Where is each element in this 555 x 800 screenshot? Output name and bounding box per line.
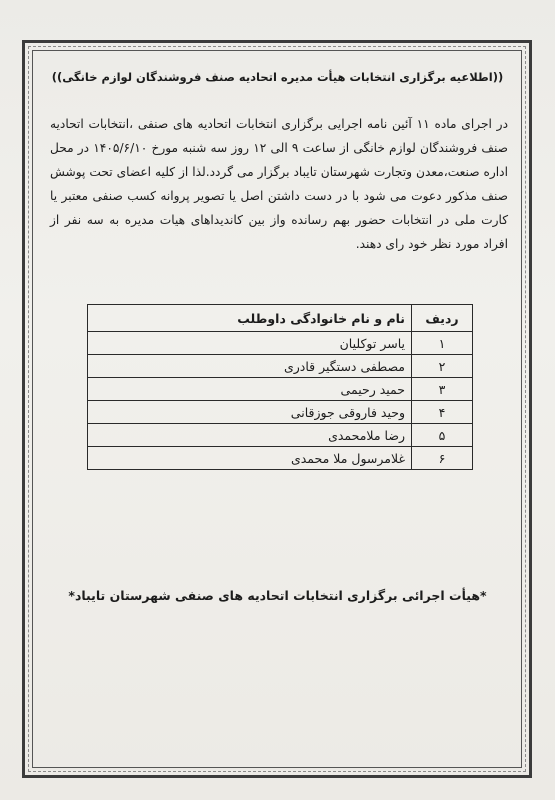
table-row — [88, 401, 473, 424]
signature-line: *هیأت اجرائی برگزاری انتخابات اتحادیه های صنفی شهرستان تایباد* — [68, 588, 487, 603]
candidate-name: وحید فاروقی جوزقانی — [88, 401, 412, 424]
row-number: ۳ — [412, 378, 473, 401]
row-number: ۱ — [412, 332, 473, 355]
table-row — [88, 378, 473, 401]
row-number: ۴ — [412, 401, 473, 424]
header-row-number: ردیف — [412, 305, 473, 332]
candidate-name: حمید رحیمی — [88, 378, 412, 401]
candidate-name: غلامرسول ملا محمدی — [88, 447, 412, 470]
candidate-name: مصطفی دستگیر قادری — [88, 355, 412, 378]
row-number: ۵ — [412, 424, 473, 447]
row-number: ۶ — [412, 447, 473, 470]
candidate-name: رضا ملامحمدی — [88, 424, 412, 447]
candidate-name: یاسر توکلیان — [88, 332, 412, 355]
header-full-name: نام و نام خانوادگی داوطلب — [88, 305, 412, 332]
candidates-table — [87, 304, 473, 470]
table-row — [88, 447, 473, 470]
table-row — [88, 355, 473, 378]
notice-body: در اجرای ماده ۱۱ آئین نامه اجرایی برگزاری انتخابات اتحادیه های صنفی ،انتخابات اتحادیه صنف فروشندگان لوازم خانگی از ساعت ۹ الی ۱۲ روز سه شنبه مورخ ۱۴۰۵/۶/۱۰ در محل اداره صنعت،معدن وتجارت شهرستان تایباد برگزار می گردد.لذا از کلیه اعضای تحت پوشش صنف مذکور دعوت می شود با در دست داشتن اصل یا تصویر پروانه کسب صنفی معتبر یا کارت ملی در انتخابات حضور بهم رسانده واز بین کاندیداهای هیات مدیره به سه نفر از افراد مورد نظر خود رای دهند. — [50, 117, 509, 251]
row-number: ۲ — [412, 355, 473, 378]
notice-title: ((اطلاعیه برگزاری انتخابات هیأت مدیره اتحادیه صنف فروشندگان لوازم خانگی)) — [51, 70, 504, 84]
table-row — [88, 424, 473, 447]
table-row — [88, 332, 473, 355]
table-header-row — [88, 305, 473, 332]
